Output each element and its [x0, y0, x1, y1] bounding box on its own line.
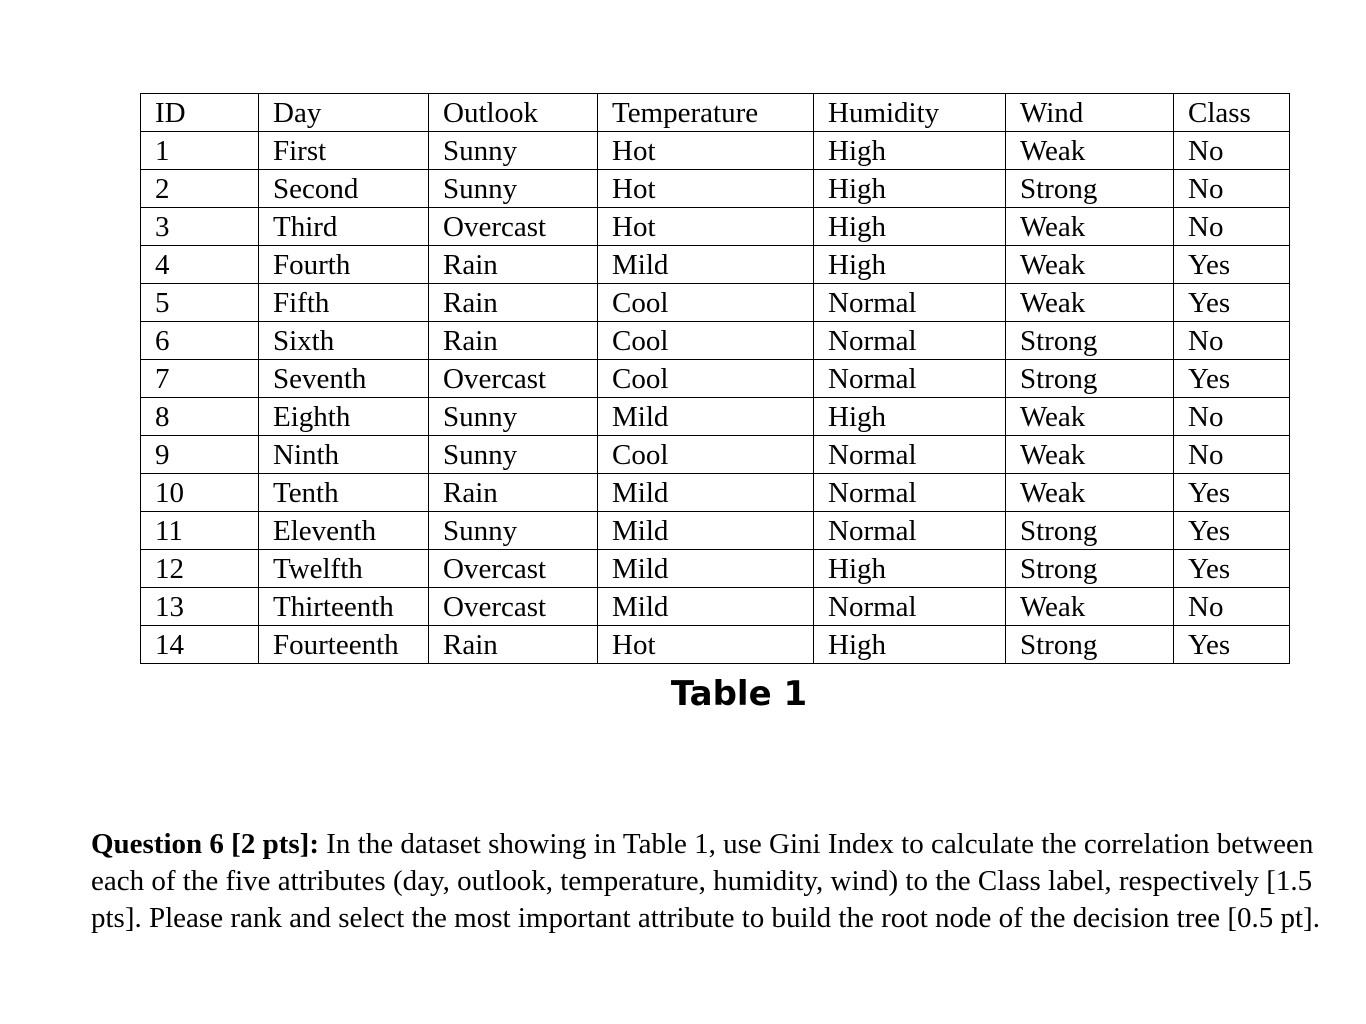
table-row — [141, 208, 1290, 246]
table-cell: Ninth — [259, 436, 429, 474]
table-cell: No — [1174, 322, 1290, 360]
table-body — [141, 94, 1290, 664]
table-cell: No — [1174, 208, 1290, 246]
table-cell: Normal — [814, 512, 1006, 550]
table-cell: Mild — [598, 550, 814, 588]
table-row — [141, 436, 1290, 474]
table-cell: Yes — [1174, 246, 1290, 284]
question-body: In the dataset showing in Table 1, use Gini Index to calculate the correlation between each of the five attributes (day, outlook, temperature, humidity, wind) to the Class label, respectively [1.5 pts]. Please rank and select the most important attribute to build the root node of the decision tree [0.5 pt]. — [91, 828, 1320, 934]
table-cell: Overcast — [429, 360, 598, 398]
table-cell: 13 — [141, 588, 259, 626]
table-cell: 2 — [141, 170, 259, 208]
table-cell: Mild — [598, 398, 814, 436]
table-cell: Eleventh — [259, 512, 429, 550]
table-cell: High — [814, 626, 1006, 664]
table-cell: Sunny — [429, 512, 598, 550]
table-cell: Hot — [598, 170, 814, 208]
table-cell: Rain — [429, 322, 598, 360]
table-cell: Weak — [1006, 588, 1174, 626]
table-cell: Cool — [598, 322, 814, 360]
table-row — [141, 588, 1290, 626]
table-cell: 7 — [141, 360, 259, 398]
table-row — [141, 246, 1290, 284]
dataset-table — [140, 93, 1290, 664]
table-cell: Yes — [1174, 284, 1290, 322]
table-cell: No — [1174, 170, 1290, 208]
table-cell: 14 — [141, 626, 259, 664]
table-cell: Weak — [1006, 474, 1174, 512]
table-cell: Mild — [598, 512, 814, 550]
table-row — [141, 170, 1290, 208]
table-row — [141, 322, 1290, 360]
table-cell: Hot — [598, 208, 814, 246]
table-cell: Rain — [429, 626, 598, 664]
table-cell: Weak — [1006, 246, 1174, 284]
table-cell: Sixth — [259, 322, 429, 360]
table-cell: 1 — [141, 132, 259, 170]
table-cell: 9 — [141, 436, 259, 474]
table-cell: Mild — [598, 474, 814, 512]
table-cell: Fourteenth — [259, 626, 429, 664]
table-cell: Strong — [1006, 322, 1174, 360]
table-cell: First — [259, 132, 429, 170]
column-header: ID — [141, 94, 259, 132]
table-cell: Third — [259, 208, 429, 246]
table-cell: Weak — [1006, 208, 1174, 246]
table-cell: Strong — [1006, 550, 1174, 588]
table-cell: Rain — [429, 474, 598, 512]
table-cell: Weak — [1006, 132, 1174, 170]
table-cell: Strong — [1006, 170, 1174, 208]
table-cell: No — [1174, 398, 1290, 436]
table-cell: Tenth — [259, 474, 429, 512]
table-cell: Yes — [1174, 512, 1290, 550]
table-cell: Eighth — [259, 398, 429, 436]
table-cell: Weak — [1006, 398, 1174, 436]
table-cell: Hot — [598, 132, 814, 170]
table-cell: 12 — [141, 550, 259, 588]
column-header: Wind — [1006, 94, 1174, 132]
table-cell: 11 — [141, 512, 259, 550]
table-cell: No — [1174, 132, 1290, 170]
table-cell: 4 — [141, 246, 259, 284]
table-cell: High — [814, 208, 1006, 246]
column-header: Day — [259, 94, 429, 132]
table-cell: Hot — [598, 626, 814, 664]
table-cell: Cool — [598, 360, 814, 398]
table-cell: Rain — [429, 284, 598, 322]
table-cell: Normal — [814, 474, 1006, 512]
column-header: Outlook — [429, 94, 598, 132]
question-heading: Question 6 [2 pts]: — [91, 828, 319, 860]
table-cell: Twelfth — [259, 550, 429, 588]
table-cell: Normal — [814, 360, 1006, 398]
table-cell: Yes — [1174, 550, 1290, 588]
table-cell: Strong — [1006, 512, 1174, 550]
table-row — [141, 626, 1290, 664]
table-row — [141, 360, 1290, 398]
table-cell: Thirteenth — [259, 588, 429, 626]
table-cell: 8 — [141, 398, 259, 436]
table-cell: Cool — [598, 284, 814, 322]
table-cell: 3 — [141, 208, 259, 246]
table-cell: Normal — [814, 322, 1006, 360]
table-cell: Strong — [1006, 360, 1174, 398]
table-cell: Sunny — [429, 398, 598, 436]
table-cell: Fifth — [259, 284, 429, 322]
table-cell: Seventh — [259, 360, 429, 398]
column-header: Humidity — [814, 94, 1006, 132]
table-cell: Overcast — [429, 588, 598, 626]
table-cell: Sunny — [429, 170, 598, 208]
column-header: Temperature — [598, 94, 814, 132]
table-cell: 6 — [141, 322, 259, 360]
table-row — [141, 398, 1290, 436]
table-caption: Table 1 — [670, 674, 808, 714]
table-row — [141, 550, 1290, 588]
table-cell: Weak — [1006, 436, 1174, 474]
table-cell: Sunny — [429, 132, 598, 170]
table-cell: High — [814, 170, 1006, 208]
table-cell: High — [814, 246, 1006, 284]
table-cell: Second — [259, 170, 429, 208]
table-cell: High — [814, 550, 1006, 588]
table-cell: Normal — [814, 588, 1006, 626]
table-cell: Cool — [598, 436, 814, 474]
table-row — [141, 474, 1290, 512]
table-cell: Overcast — [429, 208, 598, 246]
table-cell: Sunny — [429, 436, 598, 474]
table-cell: Mild — [598, 588, 814, 626]
table-cell: Weak — [1006, 284, 1174, 322]
table-cell: No — [1174, 436, 1290, 474]
table-cell: Yes — [1174, 360, 1290, 398]
table-cell: Mild — [598, 246, 814, 284]
table-cell: Rain — [429, 246, 598, 284]
table-cell: Normal — [814, 436, 1006, 474]
column-header: Class — [1174, 94, 1290, 132]
table-cell: 10 — [141, 474, 259, 512]
table-cell: Overcast — [429, 550, 598, 588]
table-cell: Yes — [1174, 474, 1290, 512]
question-text — [91, 826, 1351, 937]
table-row — [141, 132, 1290, 170]
table-cell: Fourth — [259, 246, 429, 284]
table-cell: High — [814, 398, 1006, 436]
table-cell: High — [814, 132, 1006, 170]
table-cell: Yes — [1174, 626, 1290, 664]
table-header-row — [141, 94, 1290, 132]
table-cell: No — [1174, 588, 1290, 626]
table-row — [141, 512, 1290, 550]
table-cell: Normal — [814, 284, 1006, 322]
table-row — [141, 284, 1290, 322]
table-cell: Strong — [1006, 626, 1174, 664]
table-cell: 5 — [141, 284, 259, 322]
